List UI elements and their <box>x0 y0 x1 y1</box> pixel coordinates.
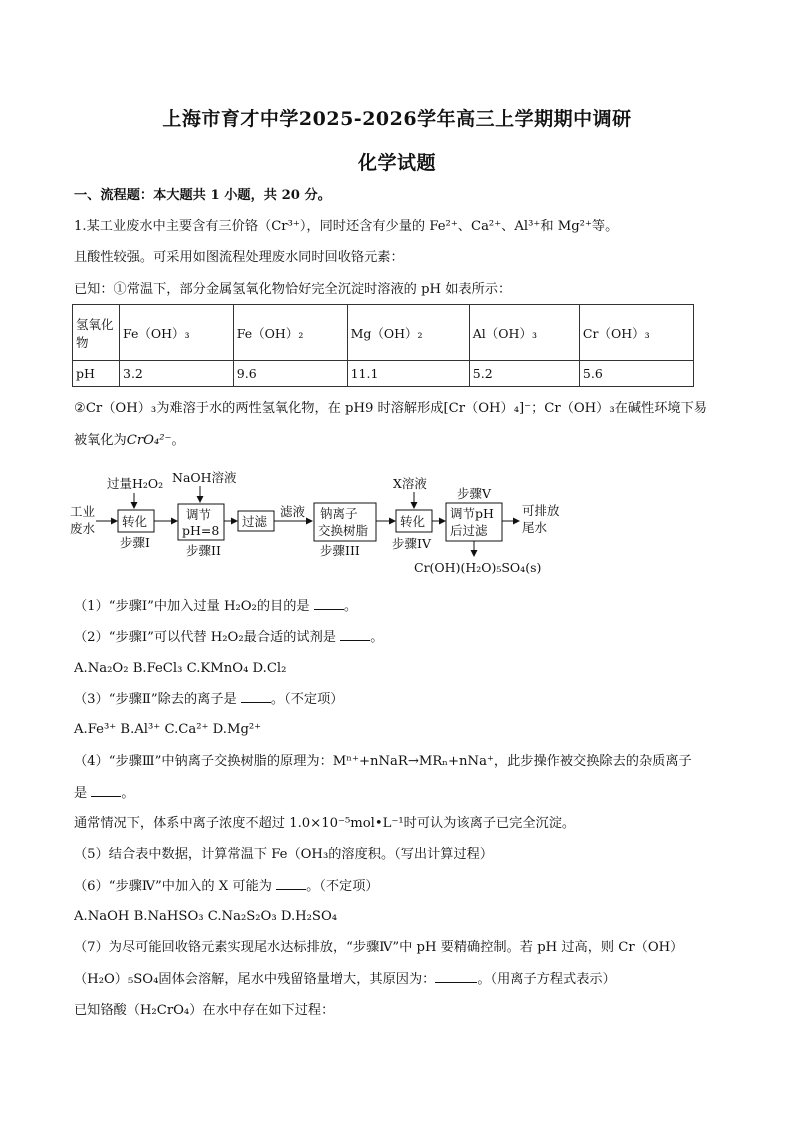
subquestion-7-text: （H₂O）₅SO₄固体会溶解，尾水中残留铬量增大，其原因为： <box>74 972 436 987</box>
output-label-1: 可排放 <box>522 503 560 518</box>
table-cell: Mg（OH）₂ <box>347 305 469 361</box>
precipitation-note: 通常情况下，体系中离子浓度不超过 1.0×10⁻⁵mol•L⁻¹时可认为该离子已完全沉淀。 <box>74 816 576 831</box>
punct: 。 <box>370 630 384 645</box>
chromic-acid-intro: 已知铬酸（H₂CrO₄）在水中存在如下过程： <box>74 1003 335 1018</box>
answer-blank[interactable] <box>314 597 344 610</box>
subquestion-2-options: A.Na₂O₂ B.FeCl₃ C.KMnO₄ D.Cl₂ <box>74 661 287 676</box>
subquestion-6 <box>74 877 379 896</box>
table-cell: Cr（OH）₃ <box>579 305 693 361</box>
step-3-label: 步骤III <box>320 543 360 558</box>
page-subtitle: 化学试题 <box>357 152 436 174</box>
subquestion-6-text: （6）“步骤Ⅳ”中加入的 X 可能为 <box>74 879 272 894</box>
chromate-formula: CrO₄²⁻ <box>126 433 172 448</box>
table-row <box>73 361 694 387</box>
filtrate-label: 滤液 <box>280 504 306 519</box>
subquestion-1-text: （1）“步骤Ⅰ”中加入过量 H₂O₂的目的是 <box>74 599 310 614</box>
subquestion-1 <box>74 597 357 616</box>
table-cell: 11.1 <box>347 361 469 387</box>
subquestion-2-text: （2）“步骤Ⅰ”可以代替 H₂O₂最合适的试剂是 <box>74 630 336 645</box>
table-cell: 5.6 <box>579 361 693 387</box>
subquestion-7: （7）为尽可能回收铬元素实现尾水达标排放，“步骤Ⅳ”中 pH 要精确控制。若 pH 过高，则 Cr（OH） <box>74 940 684 955</box>
flow-box-adjust-filter-label-1: 调节pH <box>450 506 494 521</box>
flow-box-adjust-label-1: 调节 <box>186 507 212 522</box>
page-title: 上海市育才中学2025-2026学年高三上学期期中调研 <box>162 108 632 130</box>
table-cell: 3.2 <box>120 361 234 387</box>
flow-box-ion-exchange-label-2: 交换树脂 <box>318 523 369 538</box>
subquestion-3 <box>74 690 343 709</box>
subquestion-4-cont <box>74 784 135 803</box>
reagent-naoh: NaOH溶液 <box>172 470 237 485</box>
product-formula: Cr(OH)(H₂O)₅SO₄(s) <box>414 560 542 575</box>
input-label-2: 废水 <box>70 521 96 536</box>
period: 。 <box>171 433 185 448</box>
table-cell: 5.2 <box>469 361 579 387</box>
output-label-2: 尾水 <box>522 520 548 535</box>
question-intro-line-1: 1.某工业废水中主要含有三价铬（Cr³⁺），同时还含有少量的 Fe²⁺、Ca²⁺、Al³⁺和 Mg²⁺等。 <box>74 219 619 234</box>
table-cell: Fe（OH）₃ <box>120 305 234 361</box>
known-condition-2-cont <box>74 432 185 450</box>
answer-blank[interactable] <box>276 877 306 890</box>
punct: 。（用离子方程式表示） <box>477 972 616 987</box>
subquestion-5: （5）结合表中数据，计算常温下 Fe（OH₃的溶度积。（写出计算过程） <box>74 847 494 862</box>
flow-box-adjust-filter-label-2: 后过滤 <box>450 523 488 538</box>
process-flowchart <box>60 468 580 583</box>
answer-blank[interactable] <box>340 628 370 641</box>
step-5-label: 步骤V <box>457 486 492 501</box>
table-cell: Fe（OH）₂ <box>233 305 347 361</box>
flow-box-transform-2-label: 转化 <box>400 514 426 529</box>
question-intro-line-2: 且酸性较强。可采用如图流程处理废水同时回收铬元素： <box>74 250 404 265</box>
step-2-label: 步骤II <box>186 543 221 558</box>
answer-blank[interactable] <box>91 784 121 797</box>
step-1-label: 步骤I <box>120 535 150 550</box>
subquestion-7-cont <box>74 970 616 989</box>
subquestion-3-options: A.Fe³⁺ B.Al³⁺ C.Ca²⁺ D.Mg²⁺ <box>74 722 262 737</box>
input-label-1: 工业 <box>70 504 96 519</box>
punct: 。 <box>121 786 135 801</box>
subquestion-4: （4）“步骤Ⅲ”中钠离子交换树脂的原理为：Mⁿ⁺+nNaR→MRₙ+nNa⁺，此步操作被交换除去的杂质离子 <box>74 754 692 769</box>
known-condition-2-text: 被氧化为 <box>74 433 127 448</box>
section-heading: 一、流程题：本大题共 1 小题，共 20 分。 <box>74 188 331 203</box>
known-condition-1: 已知：①常温下，部分金属氢氧化物恰好完全沉淀时溶液的 pH 如表所示： <box>74 282 512 297</box>
answer-blank[interactable] <box>241 690 271 703</box>
subquestion-2 <box>74 628 383 647</box>
subquestion-4-text: 是 <box>74 786 88 801</box>
punct: 。（不定项） <box>270 692 344 707</box>
reagent-x: X溶液 <box>393 476 427 491</box>
hydroxide-ph-table <box>72 304 694 387</box>
table-cell: Al（OH）₃ <box>469 305 579 361</box>
subquestion-3-text: （3）“步骤Ⅱ”除去的离子是 <box>74 692 237 707</box>
flow-box-filter-label: 过滤 <box>242 514 268 529</box>
table-cell: pH <box>73 361 120 387</box>
table-header-row <box>73 305 694 361</box>
table-cell: 9.6 <box>233 361 347 387</box>
punct: 。 <box>343 599 357 614</box>
subquestion-6-options: A.NaOH B.NaHSO₃ C.Na₂S₂O₃ D.H₂SO₄ <box>74 909 338 924</box>
flow-box-adjust-label-2: pH=8 <box>182 523 220 538</box>
flow-box-ion-exchange-label-1: 钠离子 <box>320 506 358 521</box>
reagent-h2o2: 过量H₂O₂ <box>107 476 164 491</box>
answer-blank[interactable] <box>435 970 477 983</box>
table-cell: 氢氧化物 <box>73 305 120 361</box>
step-4-label: 步骤IV <box>392 536 431 551</box>
flow-box-transform-1-label: 转化 <box>122 514 148 529</box>
punct: 。（不定项） <box>306 879 379 894</box>
known-condition-2: ②Cr（OH）₃为难溶于水的两性氢氧化物，在 pH9 时溶解形成[Cr（OH）₄]⁻；Cr（OH）₃在碱性环境下易 <box>74 401 707 416</box>
